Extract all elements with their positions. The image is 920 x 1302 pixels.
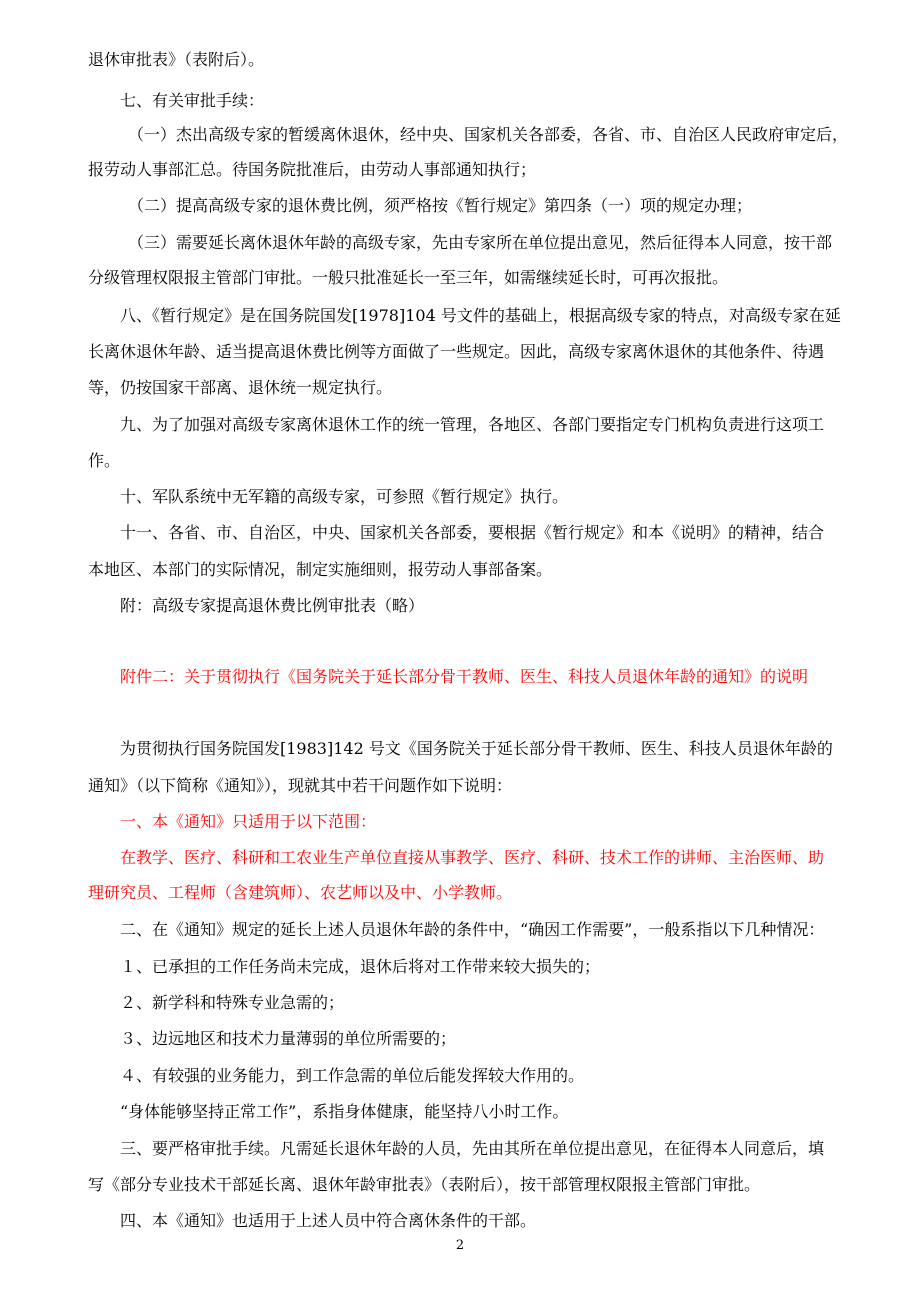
paragraph-line: 本地区、本部门的实际情况，制定实施细则，报劳动人事部备案。 [88,560,553,579]
paragraph-line: 等，仍按国家干部离、退休统一规定执行。 [88,378,393,397]
paragraph-line: 四、本《通知》也适用于上述人员中符合离休条件的干部。 [120,1211,537,1230]
paragraph-line: 九、为了加强对高级专家离休退休工作的统一管理，各地区、各部门要指定专门机构负责进行这项工 [120,415,825,434]
paragraph-line: 在教学、医疗、科研和工农业生产单位直接从事教学、医疗、科研、技术工作的讲师、主治医师、助 [120,848,825,867]
paragraph-line: （三）需要延长离休退休年龄的高级专家，先由专家所在单位提出意见，然后征得本人同意，按干部 [128,233,833,252]
paragraph-line: （一）杰出高级专家的暂缓离休退休，经中央、国家机关各部委，各省、市、自治区人民政府审定后， [128,125,849,144]
paragraph-line: 写《部分专业技术干部延长离、退休年龄审批表》（表附后），按干部管理权限报主管部门审批。 [88,1175,761,1194]
section-heading: 一、本《通知》只适用于以下范围： [120,812,377,831]
paragraph-line: 为贯彻执行国务院国发[1983]142 号文《国务院关于延长部分骨干教师、医生、科技人员退休年龄的 [120,739,833,758]
attachment-title: 附件二：关于贯彻执行《国务院关于延长部分骨干教师、医生、科技人员退休年龄的通知》的说明 [120,667,809,686]
paragraph-line: “身体能够坚持正常工作”，系指身体健康，能坚持八小时工作。 [120,1102,569,1121]
paragraph-line: 作。 [88,451,121,470]
list-item: ３、边远地区和技术力量薄弱的单位所需要的； [120,1029,457,1048]
paragraph-line: 理研究员、工程师（含建筑师）、农艺师以及中、小学教师。 [88,883,513,902]
paragraph-line: 二、在《通知》规定的延长上述人员退休年龄的条件中，“确因工作需要”，一般系指以下几种情况： [120,920,825,939]
paragraph-line: 长离休退休年龄、适当提高退休费比例等方面做了一些规定。因此，高级专家离休退休的其他条件、待遇 [88,342,825,361]
paragraph-line: 通知》（以下简称《通知》），现就其中若干问题作如下说明： [88,776,513,795]
paragraph-line: 附：高级专家提高退休费比例审批表（略） [120,596,425,615]
paragraph-line: 十、军队系统中无军籍的高级专家，可参照《暂行规定》执行。 [120,487,569,506]
paragraph-line: 报劳动人事部汇总。待国务院批准后，由劳动人事部通知执行； [88,160,537,179]
list-item: ４、有较强的业务能力，到工作急需的单位后能发挥较大作用的。 [120,1066,585,1085]
paragraph-line: 退休审批表》（表附后）。 [88,50,265,69]
paragraph-line: 八、《暂行规定》是在国务院国发[1978]104 号文件的基础上，根据高级专家的特点，对高级专家在延 [120,306,841,325]
paragraph-line: 十一、各省、市、自治区，中央、国家机关各部委，要根据《暂行规定》和本《说明》的精神，结合 [120,523,825,542]
list-item: １、已承担的工作任务尚未完成，退休后将对工作带来较大损失的； [120,957,601,976]
section-heading: 七、有关审批手续： [120,91,265,110]
page-number: 2 [455,1238,465,1253]
list-item: ２、新学科和特殊专业急需的； [120,993,345,1012]
paragraph-line: （二）提高高级专家的退休费比例，须严格按《暂行规定》第四条（一）项的规定办理； [128,196,753,215]
paragraph-line: 三、要严格审批手续。凡需延长退休年龄的人员，先由其所在单位提出意见，在征得本人同意后，填 [120,1139,825,1158]
paragraph-line: 分级管理权限报主管部门审批。一般只批准延长一至三年，如需继续延长时，可再次报批。 [88,268,729,287]
